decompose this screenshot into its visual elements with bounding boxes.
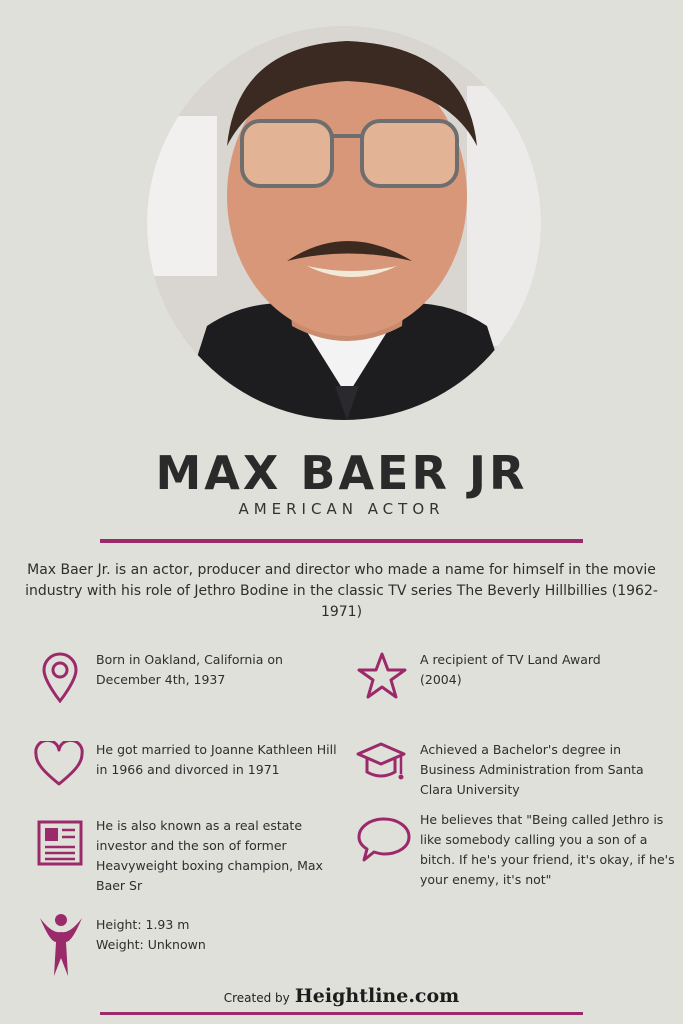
person-role: AMERICAN ACTOR — [238, 500, 445, 518]
fact-education: Achieved a Bachelor's degree in Business Administration from Santa Clara University — [420, 742, 644, 797]
fact-award: A recipient of TV Land Award (2004) — [420, 652, 601, 687]
fact-weight: Weight: Unknown — [96, 937, 206, 952]
fact-quote: He believes that "Being called Jethro is like somebody calling you a son of a bitch. If he's your friend, it's okay, if he's your enemy, it's not" — [420, 812, 675, 887]
profile-photo — [147, 26, 541, 420]
fact-career: He is also known as a real estate investor and the son of former Heavyweight boxing champion, Max Baer Sr — [96, 818, 323, 893]
brand-link[interactable]: Heightline.com — [294, 985, 460, 1007]
location-pin-icon — [41, 652, 79, 704]
title-divider — [100, 539, 583, 543]
bio-text: Max Baer Jr. is an actor, producer and director who made a name for himself in the movie industry with his role of Jethro Bodine in the classic TV series The Beverly Hillbillies (1962-1971) — [25, 562, 658, 620]
fact-marriage: He got married to Joanne Kathleen Hill in 1966 and divorced in 1971 — [96, 742, 337, 777]
footer-credit — [0, 985, 683, 1007]
footer-divider — [100, 1012, 583, 1015]
person-icon — [38, 912, 84, 978]
graduation-cap-icon — [355, 740, 407, 786]
portrait-illustration — [147, 26, 541, 420]
person-name: MAX BAER JR — [155, 446, 528, 500]
fact-birth: Born in Oakland, California on December 4th, 1937 — [96, 652, 283, 687]
created-by-label: Created by — [223, 991, 290, 1005]
fact-height: Height: 1.93 m — [96, 917, 190, 932]
star-icon — [356, 651, 408, 701]
newspaper-icon — [35, 818, 85, 868]
heart-icon — [33, 741, 85, 787]
speech-bubble-icon — [356, 815, 412, 863]
